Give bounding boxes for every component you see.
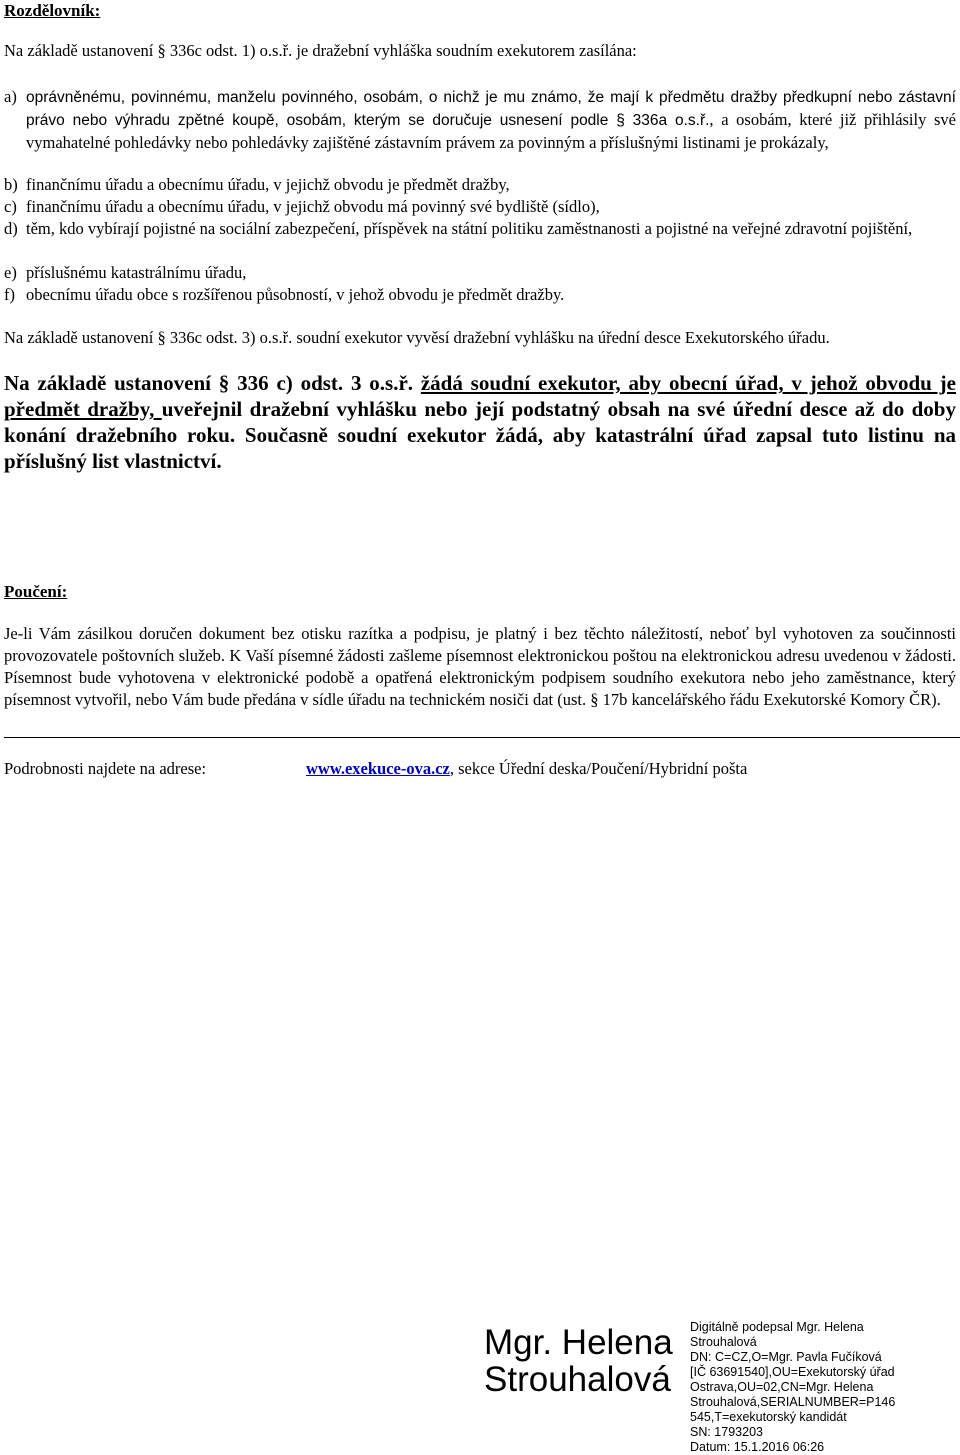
signature-details (690, 1320, 920, 1455)
signature-detail-line: Strouhalová (690, 1335, 757, 1349)
list-item (4, 196, 956, 218)
signature-detail-line: Strouhalová,SERIALNUMBER=P146 (690, 1395, 896, 1409)
signature-detail-line: SN: 1793203 (690, 1425, 763, 1439)
request-paragraph (4, 370, 956, 474)
request-part3: uveřejnil dražební vyhlášku nebo její podstatný obsah na své úřední desce až do doby konání dražebního roku. Současně soudní exekutor žádá, aby katastrální úřad zapsal tuto listinu na příslušný list vlastnictví. (4, 397, 956, 473)
rozdelovnik-intro: Na základě ustanovení § 336c odst. 1) o.s.ř. je dražební vyhláška soudním exekutorem zasílána: (4, 41, 637, 60)
list-item-label: f) (4, 285, 15, 304)
footer-line (306, 758, 747, 780)
signature-detail-line: DN: C=CZ,O=Mgr. Pavla Fučíková (690, 1350, 882, 1364)
pouceni-text: Je-li Vám zásilkou doručen dokument bez otisku razítka a podpisu, je platný i bez těchto náležitostí, neboť byl vyhotoven za součinnosti provozovatele poštovních služeb. K Vaší písemné žádosti zašleme písemnost elektronickou poštou na elektronickou adresu uvedenou v žádosti. Písemnost bude vyhotovena v elektronické podobě a opatřená elektronickým podpisem soudního exekutora nebo jeho zaměstnance, který písemnost vytvořil, nebo Vám bude předána v sídle úřadu na technickém nosiči dat (ust. § 17b kancelářského řádu Exekutorské Komory ČR). (4, 624, 956, 709)
signature-detail-line: Digitálně podepsal Mgr. Helena (690, 1320, 864, 1334)
list-item (4, 86, 956, 154)
divider (4, 737, 960, 738)
list-item (4, 262, 956, 284)
request-part2: žádá soudní exekutor, aby obecní úřad, v jehož obvodu je předmět dražby, (4, 371, 956, 421)
notice-paragraph: Na základě ustanovení § 336c odst. 3) o.s.ř. soudní exekutor vyvěsí dražební vyhlášku na úřední desce Exekutorského úřadu. (4, 328, 830, 347)
rozdelovnik-heading: Rozdělovník: (4, 1, 101, 20)
list-item-label: b) (4, 175, 18, 194)
signature-name-line1: Mgr. Helena (484, 1323, 673, 1362)
list-item-text: finančnímu úřadu a obecnímu úřadu, v jejichž obvodu má povinný své bydliště (sídlo), (26, 197, 600, 216)
signature-detail-line: Ostrava,OU=02,CN=Mgr. Helena (690, 1380, 874, 1394)
footer-label: Podrobnosti najdete na adrese: (4, 759, 207, 778)
list-item-label: a) (4, 87, 17, 106)
website-link[interactable]: www.exekuce-ova.cz (306, 759, 450, 778)
list-item-label: c) (4, 197, 17, 216)
list-item-label: d) (4, 219, 18, 238)
list-item-text: obecnímu úřadu obce s rozšířenou působností, v jehož obvodu je předmět dražby. (26, 285, 565, 304)
pouceni-heading: Poučení: (4, 582, 68, 601)
list-item-text: finančnímu úřadu a obecnímu úřadu, v jejichž obvodu je předmět dražby, (26, 175, 510, 194)
signature-name-line2: Strouhalová (484, 1360, 671, 1399)
signature-detail-line: 545,T=exekutorský kandidát (690, 1410, 847, 1424)
list-item-text: těm, kdo vybírají pojistné na sociální zabezpečení, příspěvek na státní politiku zaměstnanosti a pojistné na veřejné zdravotní pojištění, (26, 219, 913, 238)
list-item (4, 284, 956, 306)
signature-detail-line: Datum: 15.1.2016 06:26 (690, 1440, 825, 1454)
list-item-text: příslušnému katastrálnímu úřadu, (26, 263, 247, 282)
list-item-text-sans: oprávněnému, povinnému, manželu povinného, osobám, o nichž je mu známo, že mají k předmětu dražby předkupní nebo zástavní právo nebo výhradu zpětné koupě, osobám, kterým se doručuje usnesení podle § 336a o.s.ř. (26, 89, 956, 129)
footer-section: , sekce Úřední deska/Poučení/Hybridní pošta (449, 759, 748, 778)
request-part1: Na základě ustanovení § 336 c) odst. 3 o.s.ř. (4, 371, 421, 395)
list-item-label: e) (4, 263, 17, 282)
list-item-text: , a osobám, které již přihlásily své vymahatelné pohledávky nebo pohledávky zajištěné zástavním právem za povinným a příslušnými listinami je prokázaly, (26, 110, 956, 152)
signature-name (484, 1324, 673, 1398)
list-item (4, 218, 956, 240)
signature-detail-line: [IČ 63691540],OU=Exekutorský úřad (690, 1365, 895, 1379)
list-item (4, 174, 956, 196)
